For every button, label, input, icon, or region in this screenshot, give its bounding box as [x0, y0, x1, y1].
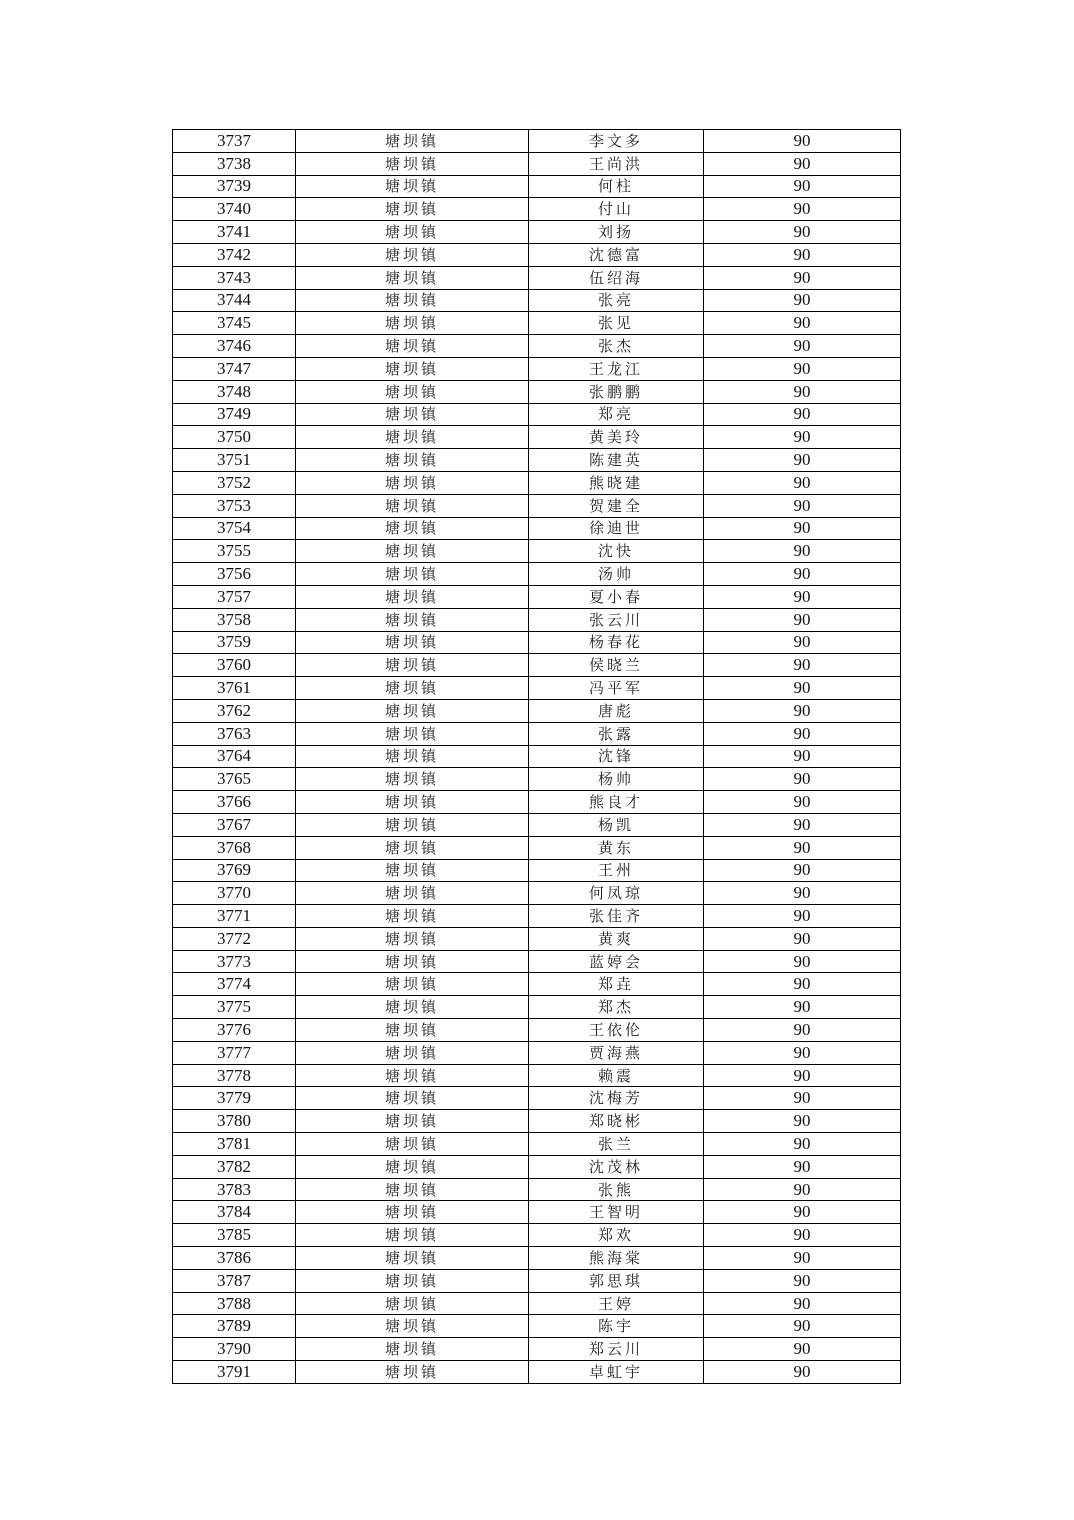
cell-score: 90: [704, 175, 901, 198]
cell-number: 3791: [173, 1361, 296, 1384]
cell-name: 张云川: [529, 608, 704, 631]
cell-score: 90: [704, 1064, 901, 1087]
cell-town: 塘坝镇: [296, 996, 529, 1019]
cell-town: 塘坝镇: [296, 1201, 529, 1224]
cell-score: 90: [704, 449, 901, 472]
cell-name: 贾海燕: [529, 1041, 704, 1064]
cell-score: 90: [704, 1155, 901, 1178]
cell-name: 何柱: [529, 175, 704, 198]
cell-score: 90: [704, 243, 901, 266]
roster-table-body: [173, 130, 901, 1384]
cell-town: 塘坝镇: [296, 130, 529, 153]
table-row: [173, 1315, 901, 1338]
cell-score: 90: [704, 950, 901, 973]
cell-town: 塘坝镇: [296, 266, 529, 289]
cell-town: 塘坝镇: [296, 1064, 529, 1087]
cell-number: 3758: [173, 608, 296, 631]
table-row: [173, 996, 901, 1019]
cell-number: 3757: [173, 585, 296, 608]
table-row: [173, 494, 901, 517]
table-row: [173, 973, 901, 996]
cell-name: 黄爽: [529, 927, 704, 950]
cell-name: 王尚洪: [529, 152, 704, 175]
table-row: [173, 1041, 901, 1064]
cell-score: 90: [704, 380, 901, 403]
table-row: [173, 243, 901, 266]
cell-number: 3788: [173, 1292, 296, 1315]
cell-name: 徐迪世: [529, 517, 704, 540]
table-row: [173, 403, 901, 426]
table-row: [173, 1178, 901, 1201]
cell-town: 塘坝镇: [296, 585, 529, 608]
cell-score: 90: [704, 152, 901, 175]
cell-score: 90: [704, 357, 901, 380]
table-row: [173, 677, 901, 700]
table-row: [173, 1133, 901, 1156]
cell-number: 3786: [173, 1247, 296, 1270]
cell-name: 郭思琪: [529, 1269, 704, 1292]
cell-score: 90: [704, 335, 901, 358]
table-row: [173, 266, 901, 289]
cell-town: 塘坝镇: [296, 471, 529, 494]
cell-town: 塘坝镇: [296, 654, 529, 677]
cell-score: 90: [704, 540, 901, 563]
cell-number: 3760: [173, 654, 296, 677]
cell-town: 塘坝镇: [296, 1155, 529, 1178]
cell-name: 赖震: [529, 1064, 704, 1087]
cell-name: 熊良才: [529, 791, 704, 814]
cell-score: 90: [704, 1292, 901, 1315]
table-row: [173, 1224, 901, 1247]
table-row: [173, 836, 901, 859]
cell-number: 3784: [173, 1201, 296, 1224]
cell-number: 3770: [173, 882, 296, 905]
cell-score: 90: [704, 1361, 901, 1384]
cell-number: 3782: [173, 1155, 296, 1178]
cell-score: 90: [704, 312, 901, 335]
cell-town: 塘坝镇: [296, 608, 529, 631]
cell-town: 塘坝镇: [296, 1087, 529, 1110]
cell-score: 90: [704, 677, 901, 700]
cell-score: 90: [704, 1087, 901, 1110]
cell-town: 塘坝镇: [296, 1178, 529, 1201]
table-row: [173, 1292, 901, 1315]
cell-number: 3785: [173, 1224, 296, 1247]
cell-score: 90: [704, 517, 901, 540]
cell-name: 张熊: [529, 1178, 704, 1201]
cell-score: 90: [704, 882, 901, 905]
cell-number: 3781: [173, 1133, 296, 1156]
cell-name: 杨帅: [529, 768, 704, 791]
cell-score: 90: [704, 905, 901, 928]
cell-name: 郑晓彬: [529, 1110, 704, 1133]
cell-town: 塘坝镇: [296, 540, 529, 563]
cell-town: 塘坝镇: [296, 357, 529, 380]
cell-score: 90: [704, 973, 901, 996]
cell-town: 塘坝镇: [296, 1247, 529, 1270]
table-row: [173, 905, 901, 928]
cell-name: 郑欢: [529, 1224, 704, 1247]
cell-name: 陈宇: [529, 1315, 704, 1338]
cell-number: 3748: [173, 380, 296, 403]
cell-town: 塘坝镇: [296, 677, 529, 700]
cell-name: 沈梅芳: [529, 1087, 704, 1110]
cell-score: 90: [704, 836, 901, 859]
cell-name: 张亮: [529, 289, 704, 312]
cell-number: 3740: [173, 198, 296, 221]
cell-score: 90: [704, 221, 901, 244]
cell-name: 沈德富: [529, 243, 704, 266]
cell-number: 3753: [173, 494, 296, 517]
table-row: [173, 335, 901, 358]
table-row: [173, 221, 901, 244]
cell-name: 沈快: [529, 540, 704, 563]
cell-score: 90: [704, 631, 901, 654]
cell-score: 90: [704, 996, 901, 1019]
cell-name: 伍绍海: [529, 266, 704, 289]
table-row: [173, 563, 901, 586]
cell-number: 3780: [173, 1110, 296, 1133]
cell-number: 3742: [173, 243, 296, 266]
cell-number: 3754: [173, 517, 296, 540]
cell-name: 陈建英: [529, 449, 704, 472]
table-row: [173, 380, 901, 403]
table-row: [173, 449, 901, 472]
cell-town: 塘坝镇: [296, 950, 529, 973]
cell-score: 90: [704, 745, 901, 768]
cell-town: 塘坝镇: [296, 836, 529, 859]
cell-number: 3741: [173, 221, 296, 244]
table-row: [173, 722, 901, 745]
cell-number: 3762: [173, 699, 296, 722]
table-row: [173, 426, 901, 449]
cell-score: 90: [704, 608, 901, 631]
cell-number: 3779: [173, 1087, 296, 1110]
cell-number: 3769: [173, 859, 296, 882]
cell-number: 3768: [173, 836, 296, 859]
cell-number: 3737: [173, 130, 296, 153]
table-row: [173, 1110, 901, 1133]
cell-town: 塘坝镇: [296, 1224, 529, 1247]
cell-name: 郑杰: [529, 996, 704, 1019]
cell-name: 张露: [529, 722, 704, 745]
cell-town: 塘坝镇: [296, 813, 529, 836]
cell-town: 塘坝镇: [296, 859, 529, 882]
cell-town: 塘坝镇: [296, 335, 529, 358]
cell-number: 3765: [173, 768, 296, 791]
table-row: [173, 1087, 901, 1110]
cell-number: 3761: [173, 677, 296, 700]
cell-town: 塘坝镇: [296, 1133, 529, 1156]
cell-score: 90: [704, 791, 901, 814]
cell-town: 塘坝镇: [296, 563, 529, 586]
table-row: [173, 654, 901, 677]
cell-number: 3773: [173, 950, 296, 973]
cell-name: 卓虹宇: [529, 1361, 704, 1384]
table-row: [173, 1361, 901, 1384]
cell-score: 90: [704, 1269, 901, 1292]
cell-name: 沈茂林: [529, 1155, 704, 1178]
cell-name: 何凤琼: [529, 882, 704, 905]
cell-town: 塘坝镇: [296, 1041, 529, 1064]
cell-number: 3752: [173, 471, 296, 494]
cell-town: 塘坝镇: [296, 198, 529, 221]
cell-town: 塘坝镇: [296, 1292, 529, 1315]
cell-town: 塘坝镇: [296, 403, 529, 426]
cell-town: 塘坝镇: [296, 973, 529, 996]
cell-score: 90: [704, 1247, 901, 1270]
cell-score: 90: [704, 426, 901, 449]
cell-name: 黄美玲: [529, 426, 704, 449]
table-row: [173, 950, 901, 973]
cell-number: 3749: [173, 403, 296, 426]
cell-score: 90: [704, 563, 901, 586]
cell-town: 塘坝镇: [296, 1110, 529, 1133]
cell-number: 3777: [173, 1041, 296, 1064]
cell-score: 90: [704, 927, 901, 950]
cell-number: 3755: [173, 540, 296, 563]
cell-name: 王依伦: [529, 1019, 704, 1042]
cell-score: 90: [704, 494, 901, 517]
cell-number: 3746: [173, 335, 296, 358]
table-row: [173, 791, 901, 814]
cell-score: 90: [704, 813, 901, 836]
cell-number: 3764: [173, 745, 296, 768]
cell-town: 塘坝镇: [296, 175, 529, 198]
cell-number: 3774: [173, 973, 296, 996]
cell-score: 90: [704, 1315, 901, 1338]
cell-town: 塘坝镇: [296, 426, 529, 449]
cell-number: 3750: [173, 426, 296, 449]
cell-name: 冯平军: [529, 677, 704, 700]
cell-number: 3747: [173, 357, 296, 380]
table-row: [173, 585, 901, 608]
table-row: [173, 699, 901, 722]
cell-score: 90: [704, 699, 901, 722]
cell-town: 塘坝镇: [296, 312, 529, 335]
cell-name: 夏小春: [529, 585, 704, 608]
cell-score: 90: [704, 1019, 901, 1042]
cell-name: 张鹏鹏: [529, 380, 704, 403]
cell-name: 张杰: [529, 335, 704, 358]
cell-town: 塘坝镇: [296, 1361, 529, 1384]
cell-name: 贺建全: [529, 494, 704, 517]
cell-town: 塘坝镇: [296, 1338, 529, 1361]
table-row: [173, 1019, 901, 1042]
cell-name: 刘扬: [529, 221, 704, 244]
table-row: [173, 745, 901, 768]
cell-number: 3756: [173, 563, 296, 586]
cell-number: 3787: [173, 1269, 296, 1292]
cell-town: 塘坝镇: [296, 494, 529, 517]
cell-town: 塘坝镇: [296, 1019, 529, 1042]
table-row: [173, 631, 901, 654]
table-row: [173, 859, 901, 882]
cell-number: 3743: [173, 266, 296, 289]
cell-score: 90: [704, 1201, 901, 1224]
cell-score: 90: [704, 722, 901, 745]
cell-number: 3783: [173, 1178, 296, 1201]
cell-score: 90: [704, 1110, 901, 1133]
cell-town: 塘坝镇: [296, 927, 529, 950]
cell-town: 塘坝镇: [296, 221, 529, 244]
cell-score: 90: [704, 1178, 901, 1201]
cell-name: 张见: [529, 312, 704, 335]
cell-number: 3771: [173, 905, 296, 928]
cell-town: 塘坝镇: [296, 1315, 529, 1338]
cell-number: 3744: [173, 289, 296, 312]
cell-town: 塘坝镇: [296, 745, 529, 768]
cell-score: 90: [704, 654, 901, 677]
table-row: [173, 289, 901, 312]
cell-name: 李文多: [529, 130, 704, 153]
table-row: [173, 1269, 901, 1292]
cell-score: 90: [704, 1133, 901, 1156]
table-row: [173, 471, 901, 494]
cell-name: 蓝婷会: [529, 950, 704, 973]
table-row: [173, 357, 901, 380]
table-row: [173, 1338, 901, 1361]
cell-name: 王州: [529, 859, 704, 882]
cell-number: 3751: [173, 449, 296, 472]
cell-town: 塘坝镇: [296, 152, 529, 175]
cell-score: 90: [704, 1224, 901, 1247]
table-row: [173, 540, 901, 563]
cell-name: 熊海棠: [529, 1247, 704, 1270]
cell-town: 塘坝镇: [296, 882, 529, 905]
cell-number: 3763: [173, 722, 296, 745]
cell-name: 杨凯: [529, 813, 704, 836]
table-row: [173, 517, 901, 540]
table-row: [173, 152, 901, 175]
cell-score: 90: [704, 585, 901, 608]
cell-name: 侯晓兰: [529, 654, 704, 677]
cell-name: 王婷: [529, 1292, 704, 1315]
cell-number: 3776: [173, 1019, 296, 1042]
cell-number: 3767: [173, 813, 296, 836]
cell-number: 3789: [173, 1315, 296, 1338]
cell-town: 塘坝镇: [296, 905, 529, 928]
cell-town: 塘坝镇: [296, 791, 529, 814]
cell-name: 王智明: [529, 1201, 704, 1224]
roster-table: [172, 129, 901, 1384]
table-row: [173, 768, 901, 791]
cell-score: 90: [704, 1338, 901, 1361]
cell-score: 90: [704, 859, 901, 882]
cell-name: 张兰: [529, 1133, 704, 1156]
cell-number: 3745: [173, 312, 296, 335]
table-row: [173, 1247, 901, 1270]
cell-town: 塘坝镇: [296, 243, 529, 266]
cell-score: 90: [704, 1041, 901, 1064]
cell-name: 郑垚: [529, 973, 704, 996]
cell-town: 塘坝镇: [296, 631, 529, 654]
cell-number: 3790: [173, 1338, 296, 1361]
cell-number: 3772: [173, 927, 296, 950]
cell-number: 3778: [173, 1064, 296, 1087]
cell-town: 塘坝镇: [296, 1269, 529, 1292]
cell-score: 90: [704, 130, 901, 153]
cell-name: 杨春花: [529, 631, 704, 654]
table-row: [173, 927, 901, 950]
table-row: [173, 130, 901, 153]
table-row: [173, 1155, 901, 1178]
table-row: [173, 882, 901, 905]
cell-number: 3759: [173, 631, 296, 654]
table-row: [173, 608, 901, 631]
cell-town: 塘坝镇: [296, 699, 529, 722]
cell-number: 3738: [173, 152, 296, 175]
cell-score: 90: [704, 471, 901, 494]
table-row: [173, 1064, 901, 1087]
cell-number: 3739: [173, 175, 296, 198]
table-row: [173, 1201, 901, 1224]
table-row: [173, 175, 901, 198]
table-row: [173, 813, 901, 836]
cell-score: 90: [704, 403, 901, 426]
cell-name: 熊晓建: [529, 471, 704, 494]
cell-score: 90: [704, 266, 901, 289]
cell-score: 90: [704, 198, 901, 221]
cell-score: 90: [704, 768, 901, 791]
cell-score: 90: [704, 289, 901, 312]
cell-name: 郑云川: [529, 1338, 704, 1361]
cell-number: 3766: [173, 791, 296, 814]
cell-town: 塘坝镇: [296, 449, 529, 472]
cell-name: 付山: [529, 198, 704, 221]
cell-town: 塘坝镇: [296, 380, 529, 403]
cell-number: 3775: [173, 996, 296, 1019]
cell-town: 塘坝镇: [296, 517, 529, 540]
cell-name: 沈锋: [529, 745, 704, 768]
table-row: [173, 312, 901, 335]
cell-town: 塘坝镇: [296, 722, 529, 745]
cell-town: 塘坝镇: [296, 289, 529, 312]
cell-name: 郑亮: [529, 403, 704, 426]
cell-name: 唐彪: [529, 699, 704, 722]
cell-name: 汤帅: [529, 563, 704, 586]
cell-name: 王龙江: [529, 357, 704, 380]
cell-town: 塘坝镇: [296, 768, 529, 791]
cell-name: 张佳齐: [529, 905, 704, 928]
cell-name: 黄东: [529, 836, 704, 859]
table-row: [173, 198, 901, 221]
